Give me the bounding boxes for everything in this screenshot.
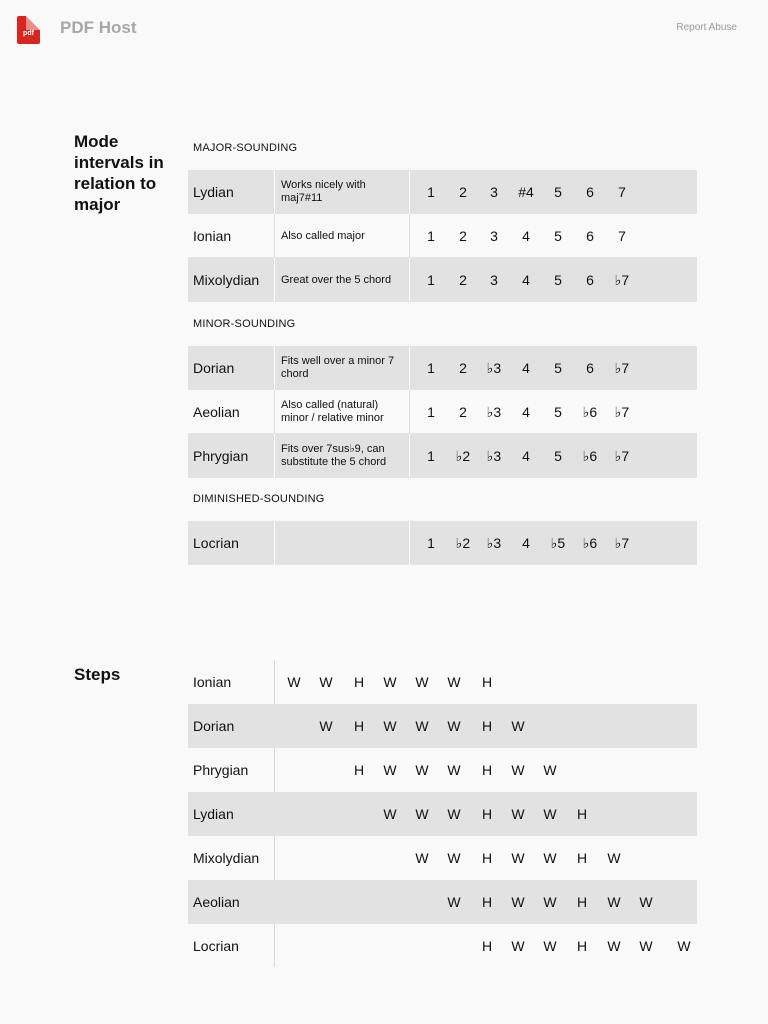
step-cell: W (383, 718, 397, 734)
interval-cell: 4 (522, 228, 530, 244)
mode-name: Lydian (193, 184, 234, 200)
interval-cell: 1 (427, 535, 435, 551)
interval-cell: 5 (554, 184, 562, 200)
interval-cell: 2 (459, 272, 467, 288)
step-cell: H (576, 806, 588, 822)
interval-cell: 6 (586, 184, 594, 200)
step-cell: H (481, 938, 493, 954)
pdf-logo-icon[interactable] (17, 16, 40, 44)
step-cell: H (576, 894, 588, 910)
column-divider (274, 258, 275, 302)
interval-cell: 1 (427, 404, 435, 420)
step-cell: H (576, 938, 588, 954)
top-bar (0, 0, 768, 58)
brand-name[interactable]: PDF Host (60, 18, 137, 37)
mode-name: Mixolydian (193, 272, 260, 288)
interval-cell: 4 (522, 360, 530, 376)
section-label: MINOR-SOUNDING (193, 318, 296, 330)
steps-mode-name: Aeolian (193, 894, 240, 910)
interval-cell: 5 (554, 360, 562, 376)
step-cell: W (383, 806, 397, 822)
interval-cell: ♭6 (582, 535, 598, 551)
step-cell: W (511, 938, 525, 954)
interval-cell: 4 (522, 535, 530, 551)
column-divider (409, 214, 410, 258)
step-cell: H (481, 674, 493, 690)
steps-mode-name: Ionian (193, 674, 232, 690)
mode-name: Phrygian (193, 448, 249, 464)
column-divider (409, 434, 410, 478)
step-cell: W (319, 674, 333, 690)
mode-description: Also called (natural) minor / relative minor (281, 399, 384, 424)
step-cell: W (415, 718, 429, 734)
step-cell: W (607, 938, 621, 954)
step-cell: W (677, 938, 691, 954)
mode-row (188, 214, 697, 258)
mode-name: Locrian (193, 535, 239, 551)
step-cell: W (447, 674, 461, 690)
steps-row (188, 792, 697, 836)
step-cell: W (319, 718, 333, 734)
step-cell: H (481, 806, 493, 822)
step-cell: W (383, 762, 397, 778)
column-divider (409, 521, 410, 565)
column-divider (409, 170, 410, 214)
interval-cell: ♭2 (455, 448, 471, 464)
step-cell: H (481, 894, 493, 910)
interval-cell: ♭6 (582, 404, 598, 420)
interval-cell: 5 (554, 272, 562, 288)
column-divider (409, 390, 410, 434)
steps-heading: Steps (74, 665, 121, 684)
column-divider (274, 214, 275, 258)
step-cell: W (287, 674, 301, 690)
column-divider (274, 434, 275, 478)
step-cell: W (447, 718, 461, 734)
interval-cell: ♭3 (486, 404, 502, 420)
interval-cell: ♭3 (486, 535, 502, 551)
report-abuse-link[interactable]: Report Abuse (676, 22, 737, 33)
step-cell: W (607, 850, 621, 866)
interval-cell: ♭7 (614, 272, 630, 288)
interval-cell: ♭7 (614, 448, 630, 464)
interval-cell: #4 (518, 184, 534, 200)
step-cell: H (353, 674, 365, 690)
step-cell: W (511, 894, 525, 910)
mode-row (188, 521, 697, 565)
step-cell: W (543, 850, 557, 866)
step-cell: W (447, 762, 461, 778)
step-cell: W (447, 894, 461, 910)
step-cell: W (511, 718, 525, 734)
steps-row (188, 880, 697, 924)
interval-cell: 2 (459, 360, 467, 376)
step-cell: H (481, 850, 493, 866)
mode-description: Works nicely with maj7#11 (281, 179, 366, 204)
step-cell: W (415, 850, 429, 866)
step-cell: W (415, 762, 429, 778)
interval-cell: 2 (459, 184, 467, 200)
interval-cell: 1 (427, 448, 435, 464)
section-label: MAJOR-SOUNDING (193, 142, 298, 154)
step-cell: W (415, 806, 429, 822)
step-cell: W (543, 894, 557, 910)
interval-cell: ♭5 (550, 535, 566, 551)
mode-intervals-heading: Mode intervals in relation to major (74, 132, 164, 214)
interval-cell: 1 (427, 272, 435, 288)
step-cell: W (383, 674, 397, 690)
column-divider (274, 170, 275, 214)
column-divider (274, 390, 275, 434)
step-cell: W (543, 806, 557, 822)
interval-cell: 5 (554, 448, 562, 464)
interval-cell: 7 (618, 228, 626, 244)
interval-cell: ♭7 (614, 535, 630, 551)
steps-row (188, 748, 697, 792)
step-cell: W (511, 762, 525, 778)
step-cell: W (607, 894, 621, 910)
interval-cell: 5 (554, 228, 562, 244)
interval-cell: ♭7 (614, 404, 630, 420)
interval-cell: 4 (522, 448, 530, 464)
column-divider (274, 521, 275, 565)
steps-mode-name: Locrian (193, 938, 239, 954)
mode-description (281, 521, 406, 565)
interval-cell: ♭3 (486, 448, 502, 464)
interval-cell: 2 (459, 404, 467, 420)
interval-cell: ♭7 (614, 360, 630, 376)
mode-row (188, 390, 697, 434)
mode-description: Also called major (281, 229, 365, 242)
step-cell: W (639, 894, 653, 910)
interval-cell: 1 (427, 228, 435, 244)
logo-text: pdf (23, 30, 34, 37)
interval-cell: 4 (522, 404, 530, 420)
step-cell: W (543, 938, 557, 954)
step-cell: H (576, 850, 588, 866)
steps-mode-name: Phrygian (193, 762, 249, 778)
mode-description: Fits over 7sus♭9, can substitute the 5 chord (281, 443, 387, 468)
steps-row (188, 836, 697, 880)
step-cell: W (511, 806, 525, 822)
interval-cell: 2 (459, 228, 467, 244)
interval-cell: 1 (427, 184, 435, 200)
steps-row (188, 660, 697, 704)
interval-cell: ♭2 (455, 535, 471, 551)
interval-cell: 7 (618, 184, 626, 200)
interval-cell: 3 (490, 184, 498, 200)
mode-name: Aeolian (193, 404, 240, 420)
interval-cell: 6 (586, 272, 594, 288)
column-divider (409, 258, 410, 302)
interval-cell: 3 (490, 272, 498, 288)
steps-mode-name: Mixolydian (193, 850, 260, 866)
interval-cell: 6 (586, 228, 594, 244)
interval-cell: 3 (490, 228, 498, 244)
mode-row (188, 434, 697, 478)
mode-name: Ionian (193, 228, 232, 244)
mode-row (188, 258, 697, 302)
step-cell: W (639, 938, 653, 954)
step-cell: W (415, 674, 429, 690)
column-divider (409, 346, 410, 390)
steps-row (188, 924, 697, 968)
step-cell: W (447, 850, 461, 866)
interval-cell: 1 (427, 360, 435, 376)
step-cell: W (511, 850, 525, 866)
mode-row (188, 346, 697, 390)
step-cell: H (481, 762, 493, 778)
interval-cell: 6 (586, 360, 594, 376)
interval-cell: ♭6 (582, 448, 598, 464)
mode-name: Dorian (193, 360, 235, 376)
step-cell: W (447, 806, 461, 822)
interval-cell: 4 (522, 272, 530, 288)
step-cell: H (353, 762, 365, 778)
steps-mode-name: Lydian (193, 806, 234, 822)
step-cell: H (353, 718, 365, 734)
step-cell: H (481, 718, 493, 734)
column-divider (274, 346, 275, 390)
section-label: DIMINISHED-SOUNDING (193, 493, 325, 505)
step-cell: W (543, 762, 557, 778)
mode-row (188, 170, 697, 214)
mode-description: Great over the 5 chord (281, 273, 392, 286)
interval-cell: ♭3 (486, 360, 502, 376)
steps-row (188, 704, 697, 748)
mode-description: Fits well over a minor 7 chord (281, 355, 395, 380)
interval-cell: 5 (554, 404, 562, 420)
steps-mode-name: Dorian (193, 718, 235, 734)
